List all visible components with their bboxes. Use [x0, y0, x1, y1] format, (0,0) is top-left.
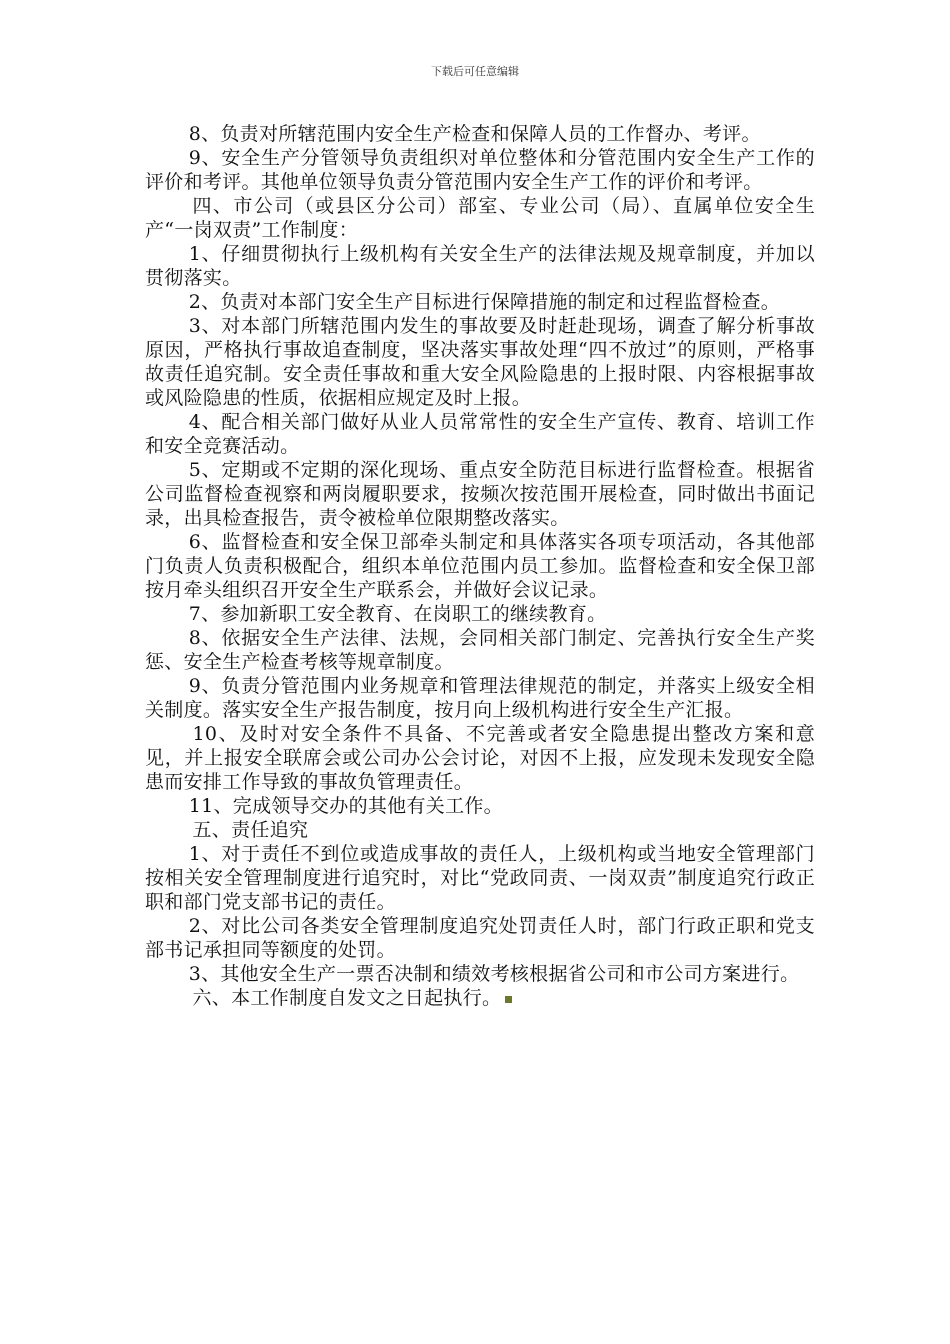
- section-heading-five: 五、责任追究: [192, 819, 309, 841]
- paragraph-liability-3: 3、其他安全生产一票否决制和绩效考核根据省公司和市公司方案进行。: [188, 963, 800, 985]
- section-heading-four: 四、市公司（或县区分公司）部室、专业公司（局）、直属单位安全生产“一岗双责”工作制度：: [145, 195, 815, 241]
- document-body: [145, 122, 815, 1010]
- paragraph-item-9b: 9、负责分管范围内业务规章和管理法律规范的制定，并落实上级安全相关制度。落实安全生产报告制度，按月向上级机构进行安全生产汇报。: [145, 675, 815, 721]
- paragraph-item-11: 11、完成领导交办的其他有关工作。: [188, 795, 503, 817]
- paragraph-item-10: 10、及时对安全条件不具备、不完善或者安全隐患提出整改方案和意见，并上报安全联席会或公司办公会讨论，对因不上报，应发现未发现安全隐患而安排工作导致的事故负管理责任。: [145, 723, 815, 793]
- section-heading-six: [145, 986, 815, 1010]
- paragraph-item-6: 6、监督检查和安全保卫部牵头制定和具体落实各项专项活动，各其他部门负责人负责积极配合，组织本单位范围内员工参加。监督检查和安全保卫部按月牵头组织召开安全生产联系会，并做好会议记录。: [145, 531, 815, 601]
- paragraph-item-2: 2、负责对本部门安全生产目标进行保障措施的制定和过程监督检查。: [188, 291, 781, 313]
- paragraph-item-8: 8、负责对所辖范围内安全生产检查和保障人员的工作督办、考评。: [188, 123, 761, 145]
- end-mark-icon: [505, 996, 512, 1003]
- paragraph-item-1: 1、仔细贯彻执行上级机构有关安全生产的法律法规及规章制度，并加以贯彻落实。: [145, 243, 815, 289]
- section-six-text: 六、本工作制度自发文之日起执行。: [192, 987, 502, 1009]
- paragraph-item-4: 4、配合相关部门做好从业人员常常性的安全生产宣传、教育、培训工作和安全竞赛活动。: [145, 411, 815, 457]
- paragraph-item-9: 9、安全生产分管领导负责组织对单位整体和分管范围内安全生产工作的评价和考评。其他单位领导负责分管范围内安全生产工作的评价和考评。: [145, 147, 815, 193]
- paragraph-item-8b: 8、依据安全生产法律、法规，会同相关部门制定、完善执行安全生产奖惩、安全生产检查考核等规章制度。: [145, 627, 815, 673]
- paragraph-liability-2: 2、对比公司各类安全管理制度追究处罚责任人时，部门行政正职和党支部书记承担同等额度的处罚。: [145, 915, 815, 961]
- paragraph-liability-1: 1、对于责任不到位或造成事故的责任人，上级机构或当地安全管理部门按相关安全管理制度进行追究时，对比“党政同责、一岗双责”制度追究行政正职和部门党支部书记的责任。: [145, 843, 815, 913]
- paragraph-item-5: 5、定期或不定期的深化现场、重点安全防范目标进行监督检查。根据省公司监督检查视察和两岗履职要求，按频次按范围开展检查，同时做出书面记录，出具检查报告，责令被检单位限期整改落实。: [145, 459, 815, 529]
- page-header-note: 下载后可任意编辑: [431, 65, 519, 78]
- paragraph-item-7: 7、参加新职工安全教育、在岗职工的继续教育。: [188, 603, 607, 625]
- paragraph-item-3: 3、对本部门所辖范围内发生的事故要及时赶赴现场，调查了解分析事故原因，严格执行事故追查制度，坚决落实事故处理“四不放过”的原则，严格事故责任追究制。安全责任事故和重大安全风险隐患的上报时限、内容根据事故或风险隐患的性质，依据相应规定及时上报。: [145, 315, 815, 409]
